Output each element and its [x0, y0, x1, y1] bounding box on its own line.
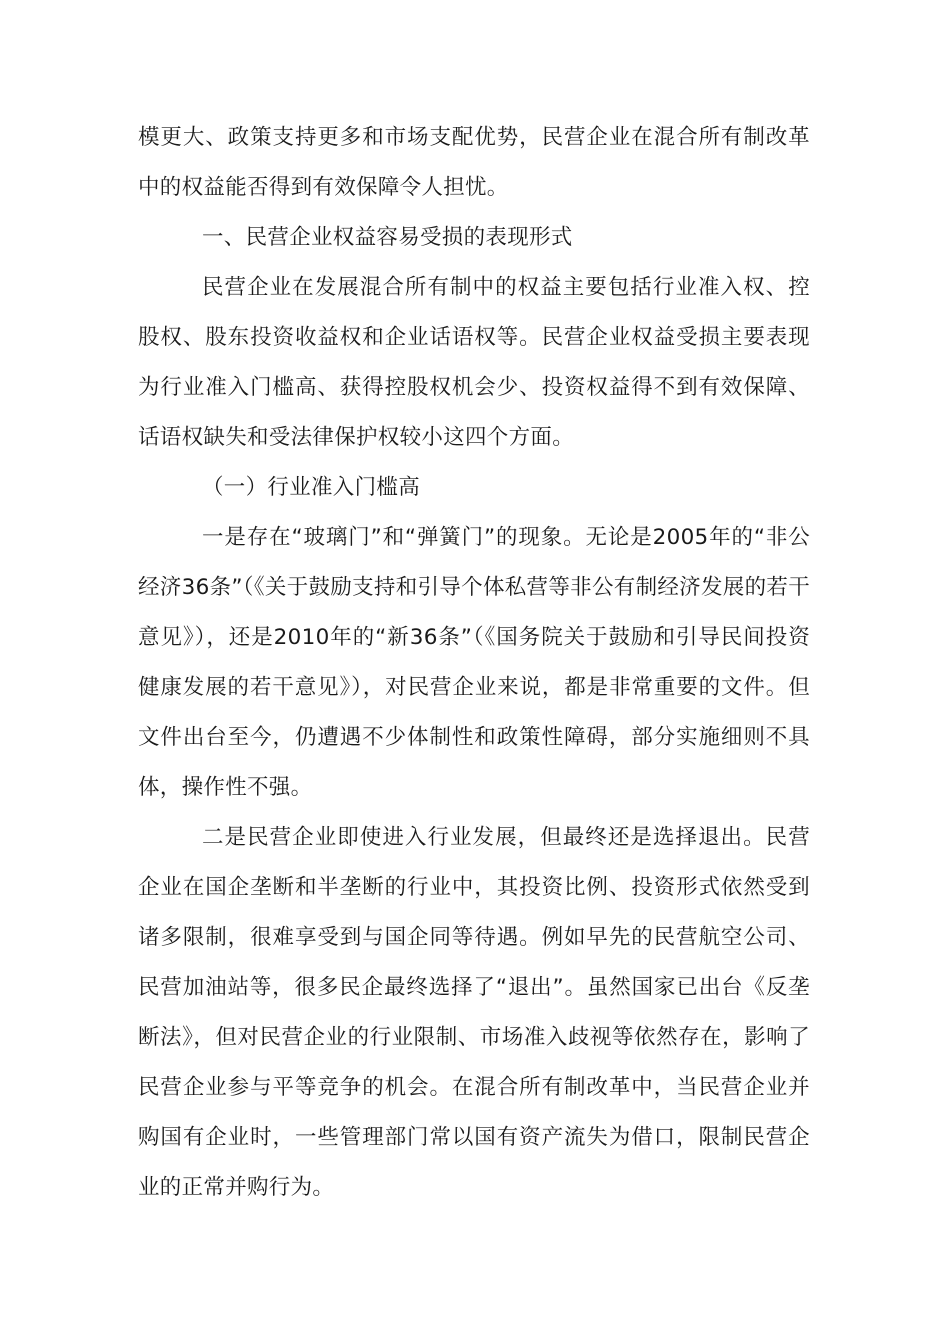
paragraph-rights-overview: 民营企业在发展混合所有制中的权益主要包括行业准入权、控股权、股东投资收益权和企业话语权等。民营企业权益受损主要表现为行业准入门槛高、获得控股权机会少、投资权益得不到有效保障、话语权缺失和受法律保护权较小这四个方面。	[138, 275, 810, 450]
document-body	[138, 113, 810, 1213]
paragraph-glass-door: 一是存在“玻璃门”和“弹簧门”的现象。无论是2005年的“非公经济36条”（《关于鼓励支持和引导个体私营等非公有制经济发展的若干意见》），还是2010年的“新36条”（《国务院关于鼓励和引导民间投资健康发展的若干意见》），对民营企业来说，都是非常重要的文件。但文件出台至今，仍遭遇不少体制性和政策性障碍，部分实施细则不具体，操作性不强。	[138, 525, 810, 800]
paragraph-continued: 模更大、政策支持更多和市场支配优势，民营企业在混合所有制改革中的权益能否得到有效保障令人担忧。	[138, 125, 810, 200]
section-heading: 一、民营企业权益容易受损的表现形式	[202, 225, 573, 250]
paragraph-exit: 二是民营企业即使进入行业发展，但最终还是选择退出。民营企业在国企垄断和半垄断的行业中，其投资比例、投资形式依然受到诸多限制，很难享受到与国企同等待遇。例如早先的民营航空公司、民营加油站等，很多民企最终选择了“退出”。虽然国家已出台《反垄断法》，但对民营企业的行业限制、市场准入歧视等依然存在，影响了民营企业参与平等竞争的机会。在混合所有制改革中，当民营企业并购国有企业时，一些管理部门常以国有资产流失为借口，限制民营企业的正常并购行为。	[138, 825, 810, 1200]
subsection-heading: （一）行业准入门槛高	[202, 475, 421, 500]
